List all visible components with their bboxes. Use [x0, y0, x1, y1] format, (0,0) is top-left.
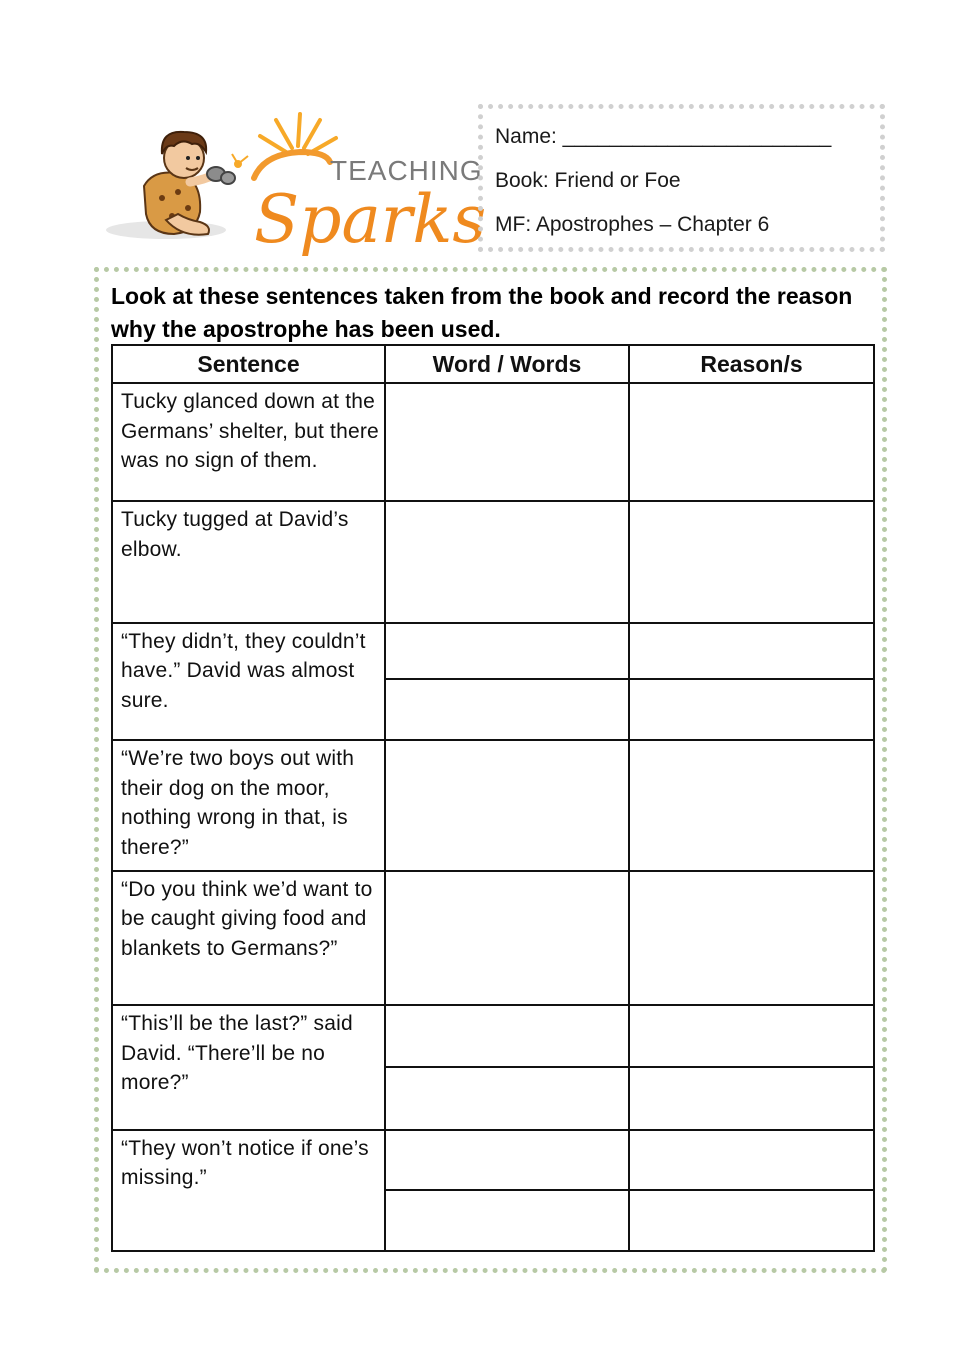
table-header-row	[112, 345, 874, 383]
table-row	[112, 623, 874, 679]
sentence-cell: “This’ll be the last?” said David. “There’ll be no more?”	[112, 1005, 385, 1129]
word-answer-cell[interactable]	[385, 871, 629, 1005]
table-row	[112, 501, 874, 622]
word-answer-cell[interactable]	[385, 1005, 629, 1067]
word-answer-cell[interactable]	[385, 1130, 629, 1190]
sentence-cell: “They won’t notice if one’s missing.”	[112, 1130, 385, 1252]
word-answer-cell[interactable]	[385, 1190, 629, 1251]
header-reasons: Reason/s	[629, 345, 874, 383]
reason-answer-cell[interactable]	[629, 1005, 874, 1067]
sentence-cell: “Do you think we’d want to be caught giving food and blankets to Germans?”	[112, 871, 385, 1005]
reason-answer-cell[interactable]	[629, 871, 874, 1005]
reason-answer-cell[interactable]	[629, 623, 874, 679]
header-words: Word / Words	[385, 345, 629, 383]
table-row	[112, 1130, 874, 1190]
info-box	[478, 104, 885, 252]
reason-answer-cell[interactable]	[629, 1130, 874, 1190]
word-answer-cell[interactable]	[385, 501, 629, 622]
mf-topic: MF: Apostrophes – Chapter 6	[495, 213, 770, 236]
sentence-cell: Tucky glanced down at the Germans’ shelter, but there was no sign of them.	[112, 383, 385, 501]
reason-answer-cell[interactable]	[629, 740, 874, 870]
reason-answer-cell[interactable]	[629, 679, 874, 740]
word-answer-cell[interactable]	[385, 679, 629, 740]
instructions: Look at these sentences taken from the book and record the reason why the apostrophe has been used.	[111, 283, 853, 342]
reason-answer-cell[interactable]	[629, 501, 874, 622]
apostrophe-table	[111, 344, 875, 1252]
reason-answer-cell[interactable]	[629, 383, 874, 501]
table-row	[112, 383, 874, 501]
reason-answer-cell[interactable]	[629, 1190, 874, 1251]
word-answer-cell[interactable]	[385, 740, 629, 870]
table-row	[112, 1005, 874, 1067]
teaching-sparks-logo	[104, 108, 487, 258]
header-sentence: Sentence	[112, 345, 385, 383]
name-field[interactable]: Name: _______________________	[495, 125, 832, 148]
sentence-cell: “We’re two boys out with their dog on the moor, nothing wrong in that, is there?”	[112, 740, 385, 870]
table-row	[112, 871, 874, 1005]
word-answer-cell[interactable]	[385, 623, 629, 679]
table-row	[112, 740, 874, 870]
reason-answer-cell[interactable]	[629, 1067, 874, 1129]
word-answer-cell[interactable]	[385, 1067, 629, 1129]
book-title: Book: Friend or Foe	[495, 169, 681, 192]
logo-top-word: TEACHING	[330, 155, 483, 186]
sentence-cell: “They didn’t, they couldn’t have.” David was almost sure.	[112, 623, 385, 740]
logo-bottom-word: Sparks	[254, 181, 487, 258]
word-answer-cell[interactable]	[385, 383, 629, 501]
sentence-cell: Tucky tugged at David’s elbow.	[112, 501, 385, 622]
